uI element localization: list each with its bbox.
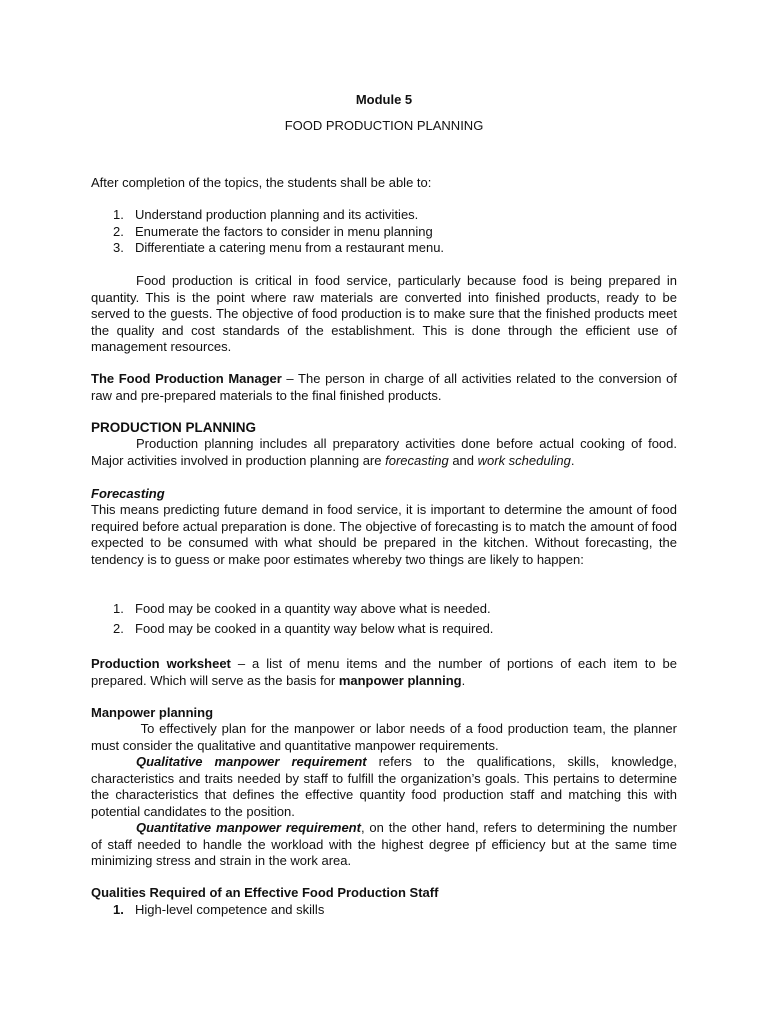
intro-paragraph: Food production is critical in food service, particularly because food is being prepared in quantity. This is the point where raw materials are converted into finished products, ready to be served to the guests. The objective of food production is to make sure that the finished products meet the quality and cost standards of the establishment. This is done through the efficient use of management resources. [91,273,677,354]
intro-text: After completion of the topics, the students shall be able to: [91,175,432,190]
list-item: 1. Understand production planning and its activities. [113,207,419,222]
forecasting-heading: Forecasting [91,486,165,501]
page-title: FOOD PRODUCTION PLANNING [284,118,484,133]
forecasting-text: This means predicting future demand in food service, it is important to determine the amount of food required before actual preparation is done. The objective of forecasting is to match the amount of food expected to be consumed with what should be prepared in the kitchen. Without forecasting, the tendency is to guess or make poor estimates whereby two things are likely to happen: [91,502,677,567]
production-worksheet-definition: Production worksheet – a list of menu items and the number of portions of each item to be prepared. Which will serve as the basis for manpower planning. [91,656,677,688]
quantitative-requirement: Quantitative manpower requirement, on the other hand, refers to determining the number of staff needed to handle the workload with the highest degree pf efficiency but at the same time minimizing stress and strain in the work area. [91,820,677,868]
qualities-list [113,902,673,919]
list-item: 3. Differentiate a catering menu from a restaurant menu. [113,240,445,255]
manpower-heading: Manpower planning [91,705,214,720]
manpower-text: To effectively plan for the manpower or labor needs of a food production team, the planner must consider the qualitative and quantitative manpower requirements. [91,721,677,753]
manager-definition: The Food Production Manager – The person in charge of all activities related to the conversion of raw and pre-prepared materials to the final finished products. [91,371,677,403]
production-planning-heading: PRODUCTION PLANNING [91,420,256,435]
list-item: 1. High-level competence and skills [113,902,325,917]
production-planning-text: Production planning includes all preparatory activities done before actual cooking of food. Major activities involved in production planning are forecasting and work scheduling. [91,436,677,468]
list-item: 2. Enumerate the factors to consider in menu planning [113,223,433,239]
qualities-heading: Qualities Required of an Effective Food Production Staff [91,885,439,900]
list-item: 2. Food may be cooked in a quantity way below what is required. [113,620,494,636]
objectives-list [113,207,673,257]
qualitative-requirement: Qualitative manpower requirement refers to the qualifications, skills, knowledge, characteristics and traits needed by staff to fulfill the organization’s goals. This pertains to determine the characteristics that defines the effective quantity food production staff and matching this with potential candidates to the position. [91,754,677,819]
list-item: 1. Food may be cooked in a quantity way above what is needed. [113,601,491,616]
module-label: Module 5 [355,92,413,107]
forecasting-list [113,599,673,638]
